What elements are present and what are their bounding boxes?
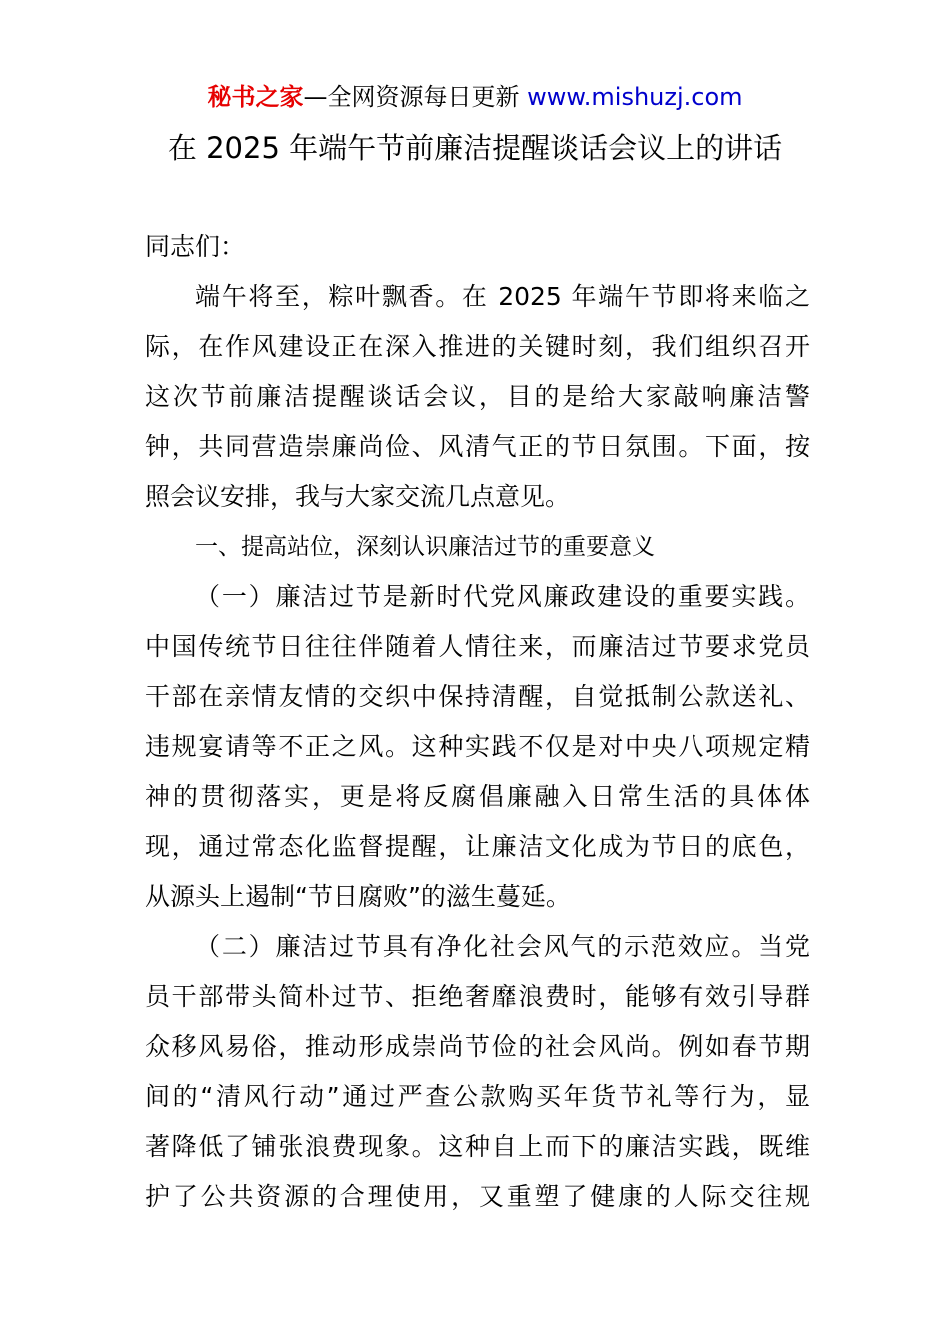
subsection-heading: （一）廉洁过节是新时代党风廉政建设的重要实践。	[195, 582, 810, 611]
paragraph-line: 间的“清风行动”通过严查公款购买年货节礼等行为，显	[145, 1082, 810, 1111]
paragraph-line: 神的贯彻落实，更是将反腐倡廉融入日常生活的具体体	[145, 782, 810, 811]
site-header	[0, 82, 950, 112]
paragraph-line: 众移风易俗，推动形成崇尚节俭的社会风尚。例如春节期	[145, 1032, 810, 1061]
paragraph-line: 从源头上遏制“节日腐败”的滋生蔓延。	[145, 882, 571, 911]
section-heading: 一、提高站位，深刻认识廉洁过节的重要意义	[195, 534, 655, 560]
paragraph-line: 照会议安排，我与大家交流几点意见。	[145, 482, 571, 511]
paragraph-line: 这次节前廉洁提醒谈话会议，目的是给大家敲响廉洁警	[145, 382, 810, 411]
paragraph-line: 著降低了铺张浪费现象。这种自上而下的廉洁实践，既维	[145, 1132, 810, 1161]
paragraph-line: 护了公共资源的合理使用，又重塑了健康的人际交往规	[145, 1182, 810, 1211]
paragraph-line: 钟，共同营造崇廉尚俭、风清气正的节日氛围。下面，按	[145, 432, 810, 461]
site-url-link[interactable]: www.mishuzj.com	[527, 83, 743, 111]
paragraph-line: 员干部带头简朴过节、拒绝奢靡浪费时，能够有效引导群	[145, 982, 810, 1011]
paragraph-line: 干部在亲情友情的交织中保持清醒，自觉抵制公款送礼、	[145, 682, 810, 711]
paragraph-line: 现，通过常态化监督提醒，让廉洁文化成为节日的底色，	[145, 832, 810, 861]
site-tagline: —全网资源每日更新	[303, 83, 528, 111]
subsection-heading: （二）廉洁过节具有净化社会风气的示范效应。当党	[195, 932, 810, 961]
document-title: 在 2025 年端午节前廉洁提醒谈话会议上的讲话	[167, 131, 783, 165]
document-body	[145, 222, 810, 1222]
paragraph-line: 违规宴请等不正之风。这种实践不仅是对中央八项规定精	[145, 732, 810, 761]
paragraph-line: 端午将至，粽叶飘香。在 2025 年端午节即将来临之	[195, 282, 810, 311]
site-brand: 秘书之家	[207, 83, 304, 111]
salutation: 同志们：	[145, 232, 246, 261]
paragraph-line: 际，在作风建设正在深入推进的关键时刻，我们组织召开	[145, 332, 810, 361]
paragraph-line: 中国传统节日往往伴随着人情往来，而廉洁过节要求党员	[145, 632, 810, 661]
